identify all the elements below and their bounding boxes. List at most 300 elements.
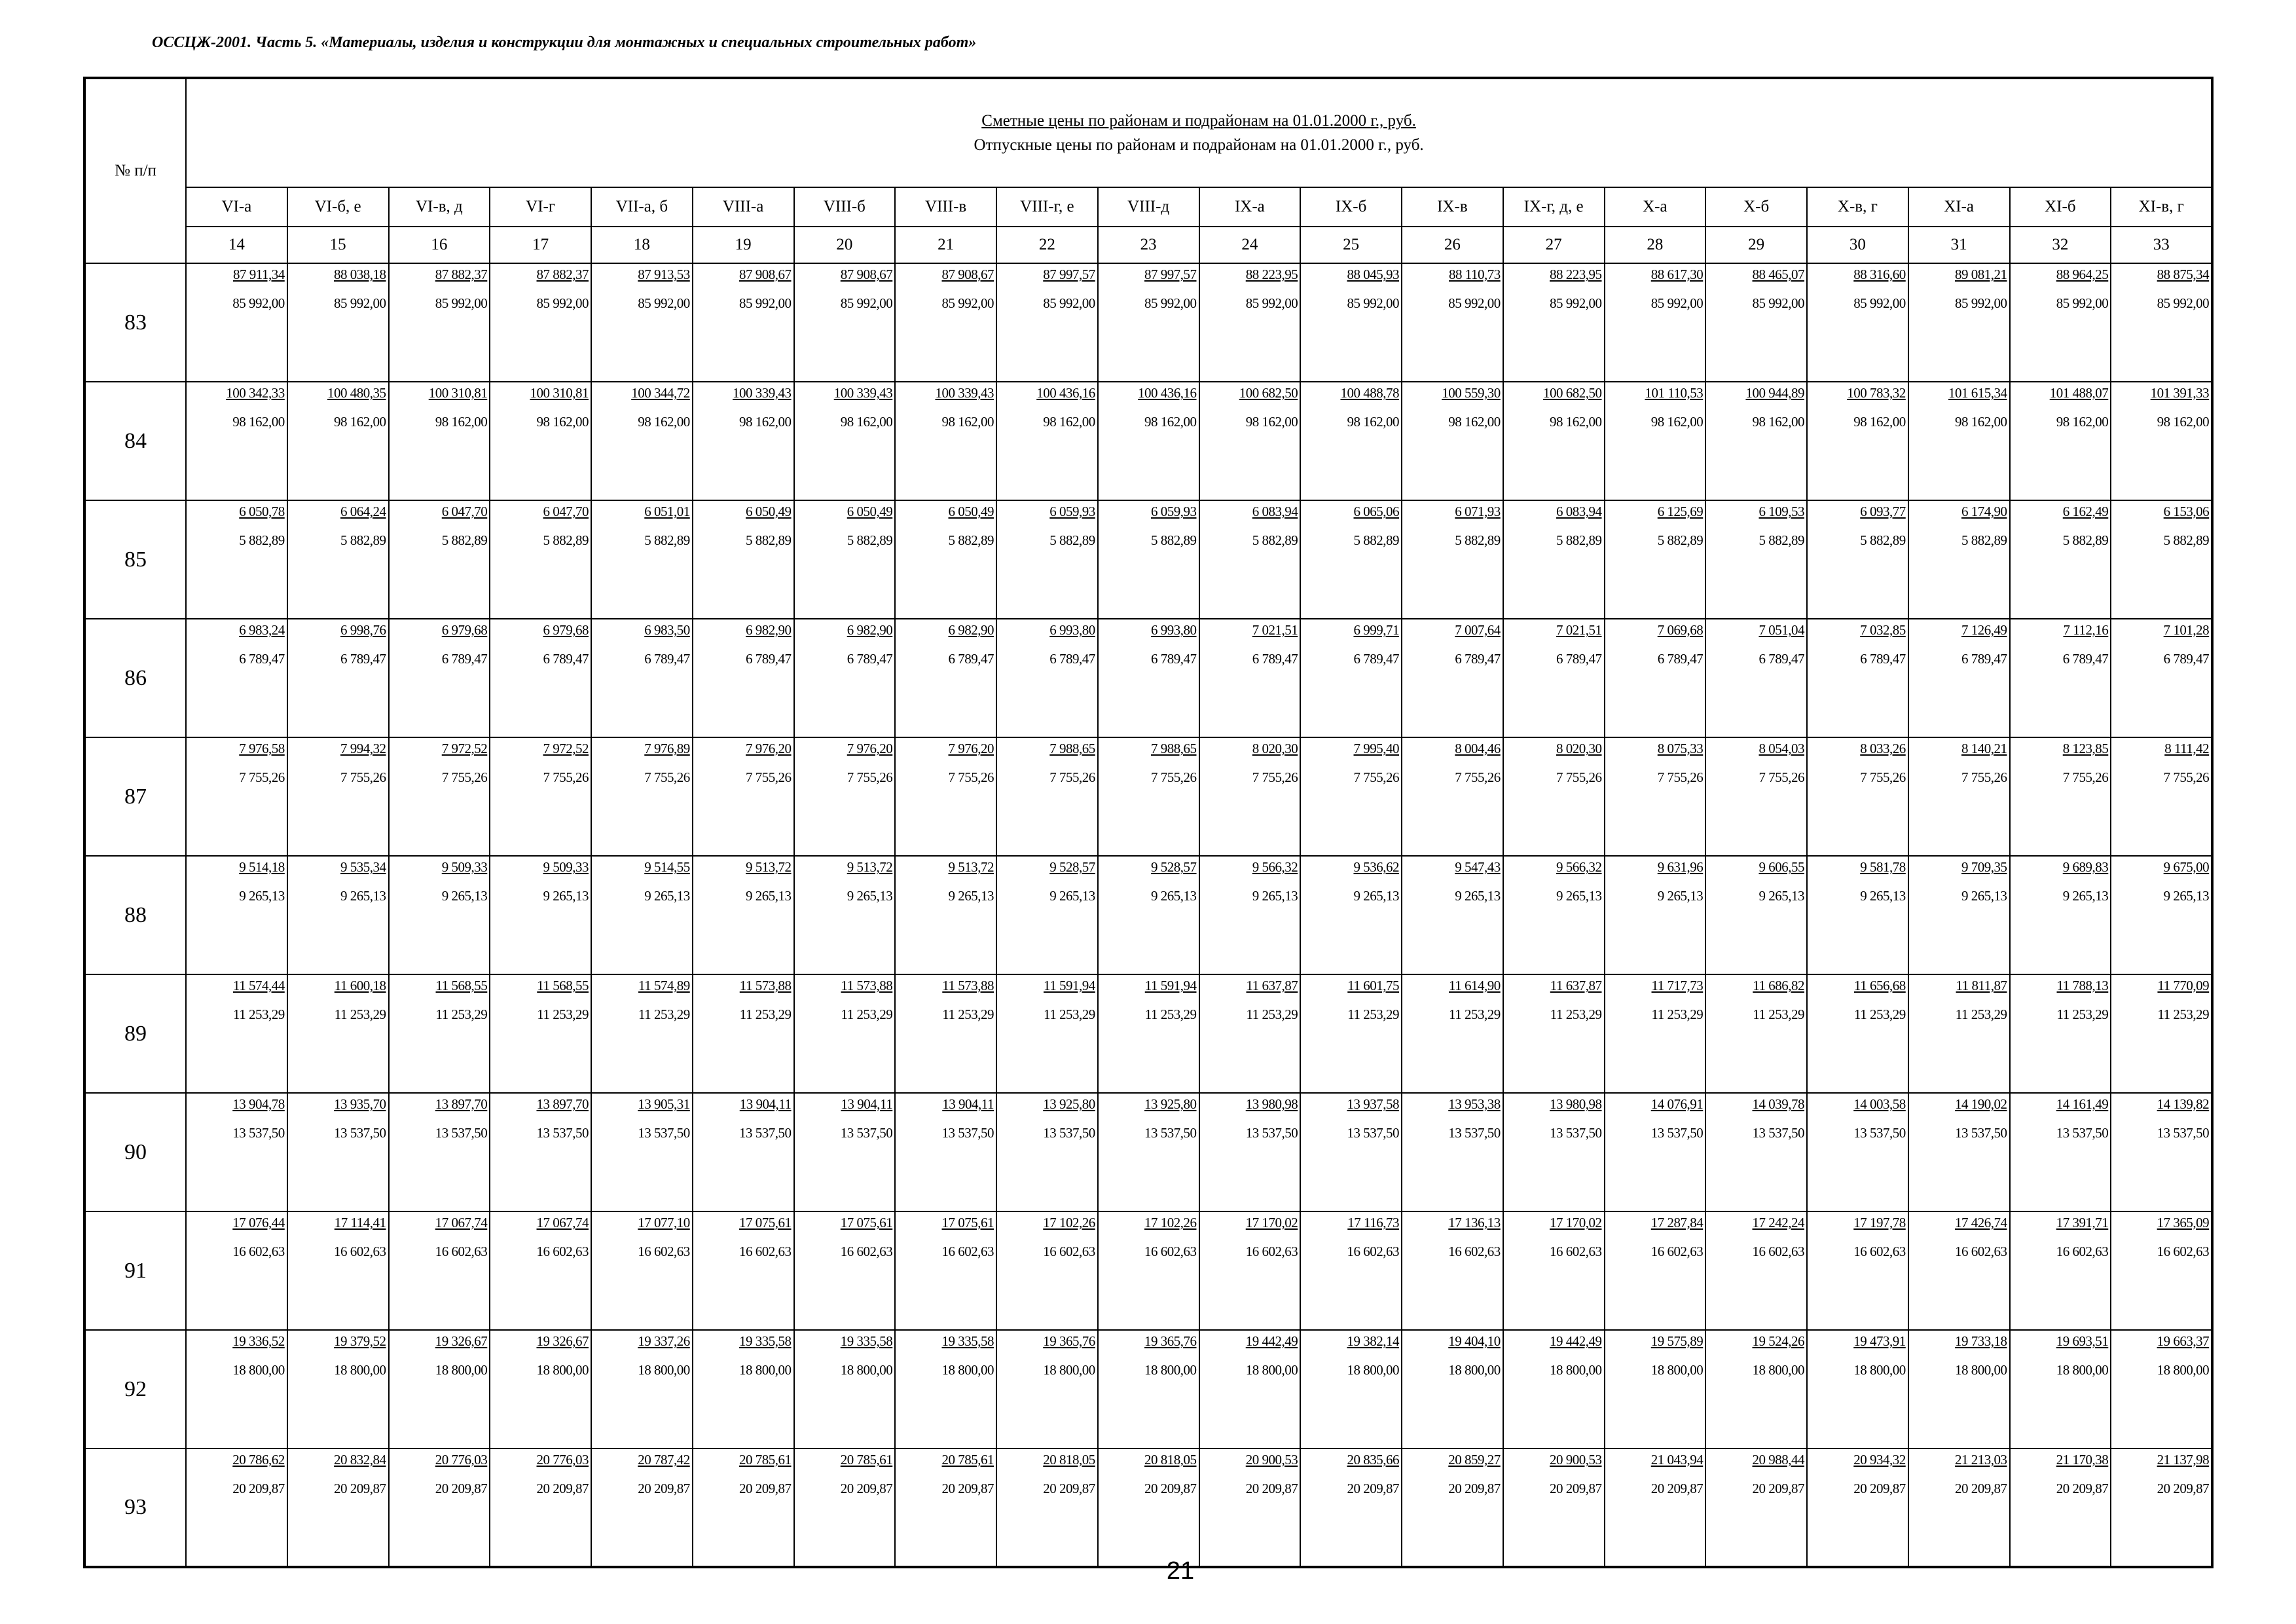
price-cell <box>186 974 287 1093</box>
price-cell <box>1807 737 1908 856</box>
estimated-price: 20 900,53 <box>1245 1452 1298 1467</box>
selling-price: 5 882,89 <box>1455 532 1501 548</box>
estimated-price: 8 123,85 <box>2062 741 2109 756</box>
selling-price: 7 755,26 <box>948 769 994 785</box>
column-number: 21 <box>895 227 996 263</box>
region-header: IX-б <box>1300 187 1402 227</box>
estimated-price: 100 342,33 <box>226 385 285 401</box>
selling-price: 98 162,00 <box>1144 414 1197 430</box>
estimated-price: 20 776,03 <box>435 1452 488 1467</box>
selling-price: 7 755,26 <box>1961 769 2007 785</box>
region-header: IX-а <box>1199 187 1301 227</box>
estimated-price: 100 488,78 <box>1340 385 1399 401</box>
price-cell <box>591 856 693 974</box>
selling-price: 16 602,63 <box>232 1244 285 1259</box>
estimated-price: 9 709,35 <box>1961 859 2007 875</box>
item-number: 86 <box>84 619 186 737</box>
price-cell <box>1705 500 1807 619</box>
item-number: 84 <box>84 382 186 500</box>
selling-price: 18 800,00 <box>1752 1362 1804 1378</box>
price-cell <box>794 1449 896 1567</box>
selling-price: 85 992,00 <box>1043 295 1095 311</box>
price-cell <box>1807 1330 1908 1449</box>
selling-price: 13 537,50 <box>1853 1125 1906 1141</box>
estimated-price: 6 083,94 <box>1556 504 1602 519</box>
estimated-price: 101 488,07 <box>2049 385 2109 401</box>
estimated-price: 7 069,68 <box>1657 622 1704 638</box>
estimated-price: 17 170,02 <box>1550 1215 1602 1230</box>
price-cell <box>1098 500 1199 619</box>
selling-price: 20 209,87 <box>1448 1481 1501 1496</box>
estimated-price: 7 021,51 <box>1252 622 1298 638</box>
price-cell <box>693 1449 794 1567</box>
selling-price: 98 162,00 <box>1955 414 2007 430</box>
estimated-price: 6 979,68 <box>543 622 589 638</box>
estimated-price: 14 190,02 <box>1955 1096 2007 1112</box>
price-cell <box>1098 1330 1199 1449</box>
price-cell <box>287 500 389 619</box>
estimated-price: 6 071,93 <box>1455 504 1501 519</box>
estimated-price: 8 020,30 <box>1252 741 1298 756</box>
price-cell <box>1503 382 1605 500</box>
estimated-price: 19 365,76 <box>1144 1333 1197 1349</box>
estimated-price: 100 944,89 <box>1745 385 1804 401</box>
selling-price: 18 800,00 <box>334 1362 386 1378</box>
estimated-price: 20 785,61 <box>739 1452 792 1467</box>
estimated-price: 100 783,32 <box>1847 385 1906 401</box>
estimated-price: 9 606,55 <box>1758 859 1804 875</box>
estimated-price: 87 908,67 <box>739 267 792 282</box>
estimated-price: 7 988,65 <box>1049 741 1095 756</box>
selling-price: 5 882,89 <box>1556 532 1602 548</box>
selling-price: 9 265,13 <box>1049 888 1095 904</box>
price-cell <box>693 619 794 737</box>
price-cell <box>1199 1211 1301 1330</box>
estimated-price: 19 336,52 <box>232 1333 285 1349</box>
selling-price: 13 537,50 <box>1650 1125 1704 1141</box>
price-cell <box>1300 1330 1402 1449</box>
selling-price: 13 537,50 <box>2157 1125 2210 1141</box>
selling-price: 98 162,00 <box>1853 414 1906 430</box>
selling-price: 6 789,47 <box>746 651 792 667</box>
price-cell <box>1503 974 1605 1093</box>
price-cell <box>1908 856 2010 974</box>
estimated-price: 100 339,43 <box>935 385 994 401</box>
selling-price: 18 800,00 <box>1448 1362 1501 1378</box>
estimated-price: 9 514,18 <box>239 859 285 875</box>
estimated-price: 6 153,06 <box>2163 504 2210 519</box>
estimated-price: 7 021,51 <box>1556 622 1602 638</box>
price-cell <box>2111 737 2212 856</box>
estimated-price: 17 136,13 <box>1448 1215 1501 1230</box>
column-number: 28 <box>1605 227 1706 263</box>
selling-price: 18 800,00 <box>1245 1362 1298 1378</box>
selling-price: 20 209,87 <box>536 1481 589 1496</box>
selling-price: 85 992,00 <box>840 295 893 311</box>
price-cell <box>996 1211 1098 1330</box>
price-cell <box>186 1093 287 1211</box>
selling-price: 98 162,00 <box>1550 414 1602 430</box>
price-cell <box>1705 382 1807 500</box>
estimated-price: 89 081,21 <box>1955 267 2007 282</box>
price-cell <box>591 1093 693 1211</box>
price-cell <box>693 1093 794 1211</box>
price-cell <box>287 1330 389 1449</box>
table-row <box>84 856 2212 974</box>
price-cell <box>693 1211 794 1330</box>
selling-price: 6 789,47 <box>1556 651 1602 667</box>
selling-price: 98 162,00 <box>1752 414 1804 430</box>
price-cell <box>1199 382 1301 500</box>
selling-price: 16 602,63 <box>1448 1244 1501 1259</box>
estimated-price: 7 976,20 <box>847 741 893 756</box>
estimated-price: 87 997,57 <box>1043 267 1095 282</box>
selling-price: 6 789,47 <box>1657 651 1704 667</box>
price-cell <box>2010 974 2111 1093</box>
price-cell <box>1503 856 1605 974</box>
selling-price: 7 755,26 <box>441 769 488 785</box>
price-cell <box>490 382 591 500</box>
price-cell <box>591 619 693 737</box>
price-cell <box>186 1449 287 1567</box>
selling-price: 6 789,47 <box>1049 651 1095 667</box>
price-cell <box>1300 263 1402 382</box>
price-cell <box>490 1449 591 1567</box>
estimated-price: 11 637,87 <box>1246 978 1298 993</box>
price-cell <box>693 263 794 382</box>
selling-price: 7 755,26 <box>746 769 792 785</box>
estimated-price: 88 110,73 <box>1449 267 1501 282</box>
price-cell <box>1705 263 1807 382</box>
estimated-price: 87 911,34 <box>233 267 285 282</box>
estimated-price: 6 999,71 <box>1353 622 1399 638</box>
estimated-price: 101 615,34 <box>1948 385 2007 401</box>
price-cell <box>1199 263 1301 382</box>
price-cell <box>693 382 794 500</box>
estimated-price: 7 995,40 <box>1353 741 1399 756</box>
price-cell <box>895 974 996 1093</box>
price-cell <box>1705 1093 1807 1211</box>
region-header: VIII-д <box>1098 187 1199 227</box>
selling-price: 13 537,50 <box>1043 1125 1095 1141</box>
price-cell <box>1199 974 1301 1093</box>
region-header: VI-г <box>490 187 591 227</box>
selling-price: 85 992,00 <box>638 295 690 311</box>
region-header: X-в, г <box>1807 187 1908 227</box>
price-cell <box>1199 856 1301 974</box>
price-cell <box>895 737 996 856</box>
column-number: 18 <box>591 227 693 263</box>
price-cell <box>2111 1330 2212 1449</box>
estimated-price: 7 126,49 <box>1961 622 2007 638</box>
price-cell <box>591 974 693 1093</box>
selling-price: 20 209,87 <box>638 1481 690 1496</box>
table-row <box>84 1211 2212 1330</box>
estimated-price: 13 905,31 <box>638 1096 690 1112</box>
selling-price: 16 602,63 <box>2056 1244 2109 1259</box>
table-row <box>84 1330 2212 1449</box>
selling-price: 16 602,63 <box>638 1244 690 1259</box>
selling-price: 16 602,63 <box>536 1244 589 1259</box>
estimated-price: 11 573,88 <box>942 978 994 993</box>
selling-price: 6 789,47 <box>1151 651 1197 667</box>
price-cell <box>2010 619 2111 737</box>
selling-price: 7 755,26 <box>1556 769 1602 785</box>
price-cell <box>895 1093 996 1211</box>
estimated-price: 7 976,89 <box>644 741 690 756</box>
estimated-price: 17 197,78 <box>1853 1215 1906 1230</box>
selling-price: 6 789,47 <box>1353 651 1399 667</box>
selling-price: 16 602,63 <box>1144 1244 1197 1259</box>
table-row <box>84 500 2212 619</box>
column-number: 31 <box>1908 227 2010 263</box>
estimated-price: 6 059,93 <box>1049 504 1095 519</box>
selling-price: 16 602,63 <box>334 1244 386 1259</box>
price-cell <box>1402 974 1503 1093</box>
price-cell <box>996 856 1098 974</box>
selling-price: 20 209,87 <box>941 1481 994 1496</box>
price-cell <box>1705 619 1807 737</box>
estimated-price: 6 109,53 <box>1758 504 1804 519</box>
item-number: 91 <box>84 1211 186 1330</box>
region-header: XI-а <box>1908 187 2010 227</box>
selling-price: 9 265,13 <box>1860 888 1906 904</box>
price-cell <box>1908 619 2010 737</box>
price-cell <box>1199 619 1301 737</box>
estimated-price: 13 935,70 <box>334 1096 386 1112</box>
estimated-price: 88 465,07 <box>1752 267 1804 282</box>
price-cell <box>1402 856 1503 974</box>
price-cell <box>490 974 591 1093</box>
price-cell <box>1199 737 1301 856</box>
price-cell <box>591 500 693 619</box>
estimated-price: 7 007,64 <box>1455 622 1501 638</box>
selling-price: 11 253,29 <box>334 1006 386 1022</box>
estimated-price: 11 573,88 <box>841 978 893 993</box>
price-cell <box>1908 1211 2010 1330</box>
estimated-price: 11 568,55 <box>537 978 589 993</box>
selling-price: 11 253,29 <box>739 1006 792 1022</box>
estimated-price: 88 038,18 <box>334 267 386 282</box>
region-header: X-б <box>1705 187 1807 227</box>
price-cell <box>2111 1449 2212 1567</box>
estimated-price: 101 110,53 <box>1645 385 1704 401</box>
selling-price: 5 882,89 <box>2163 532 2210 548</box>
index-column-header: № п/п <box>84 78 186 263</box>
price-cell <box>287 1211 389 1330</box>
estimated-price: 11 591,94 <box>1044 978 1095 993</box>
price-cell <box>794 1211 896 1330</box>
selling-price: 5 882,89 <box>1252 532 1298 548</box>
selling-price: 13 537,50 <box>840 1125 893 1141</box>
estimated-price: 6 050,49 <box>746 504 792 519</box>
price-cell <box>287 1093 389 1211</box>
selling-price: 16 602,63 <box>941 1244 994 1259</box>
selling-price: 6 789,47 <box>644 651 690 667</box>
selling-price: 11 253,29 <box>942 1006 994 1022</box>
price-cell <box>1503 1211 1605 1330</box>
price-cell <box>2010 382 2111 500</box>
selling-price: 9 265,13 <box>847 888 893 904</box>
selling-price: 20 209,87 <box>739 1481 792 1496</box>
selling-price: 20 209,87 <box>840 1481 893 1496</box>
estimated-price: 100 480,35 <box>327 385 386 401</box>
estimated-price: 19 335,58 <box>739 1333 792 1349</box>
estimated-price: 9 513,72 <box>847 859 893 875</box>
estimated-price: 9 547,43 <box>1455 859 1501 875</box>
estimated-price: 7 051,04 <box>1758 622 1804 638</box>
selling-price: 98 162,00 <box>334 414 386 430</box>
estimated-price: 88 875,34 <box>2157 267 2210 282</box>
estimated-price: 11 591,94 <box>1144 978 1197 993</box>
estimated-price: 17 075,61 <box>739 1215 792 1230</box>
selling-price: 11 253,29 <box>1347 1006 1399 1022</box>
estimated-price: 20 776,03 <box>536 1452 589 1467</box>
price-cell <box>1705 856 1807 974</box>
selling-price: 18 800,00 <box>1043 1362 1095 1378</box>
estimated-price: 88 617,30 <box>1650 267 1704 282</box>
price-cell <box>2010 263 2111 382</box>
estimated-price: 8 054,03 <box>1758 741 1804 756</box>
region-header: X-а <box>1605 187 1706 227</box>
selling-price: 98 162,00 <box>435 414 488 430</box>
selling-price: 20 209,87 <box>2056 1481 2109 1496</box>
selling-price: 5 882,89 <box>1758 532 1804 548</box>
price-cell <box>1199 1093 1301 1211</box>
price-cell <box>1503 619 1605 737</box>
estimated-price: 9 566,32 <box>1556 859 1602 875</box>
estimated-price: 20 785,61 <box>840 1452 893 1467</box>
selling-price: 7 755,26 <box>2062 769 2109 785</box>
column-number: 25 <box>1300 227 1402 263</box>
selling-price: 16 602,63 <box>435 1244 488 1259</box>
selling-price: 11 253,29 <box>1753 1006 1804 1022</box>
price-cell <box>895 1330 996 1449</box>
selling-price: 20 209,87 <box>435 1481 488 1496</box>
estimated-price: 13 904,11 <box>841 1096 893 1112</box>
estimated-price: 13 897,70 <box>435 1096 488 1112</box>
price-cell <box>389 382 490 500</box>
estimated-price: 9 513,72 <box>948 859 994 875</box>
region-header: VIII-в <box>895 187 996 227</box>
price-cell <box>1300 619 1402 737</box>
selling-price: 9 265,13 <box>340 888 386 904</box>
estimated-price: 87 913,53 <box>638 267 690 282</box>
estimated-price: 19 473,91 <box>1853 1333 1906 1349</box>
estimated-price: 101 391,33 <box>2150 385 2210 401</box>
price-cell <box>1605 1330 1706 1449</box>
selling-price: 85 992,00 <box>1347 295 1399 311</box>
selling-price: 5 882,89 <box>239 532 285 548</box>
selling-price: 9 265,13 <box>543 888 589 904</box>
region-header: XI-б <box>2010 187 2111 227</box>
selling-price: 18 800,00 <box>435 1362 488 1378</box>
estimated-price: 6 059,93 <box>1151 504 1197 519</box>
price-cell <box>186 263 287 382</box>
estimated-price: 6 983,24 <box>239 622 285 638</box>
estimated-price: 6 979,68 <box>441 622 488 638</box>
selling-price: 11 253,29 <box>841 1006 893 1022</box>
price-cell <box>2010 1211 2111 1330</box>
selling-price: 7 755,26 <box>1151 769 1197 785</box>
selling-price: 7 755,26 <box>1455 769 1501 785</box>
selling-price: 98 162,00 <box>638 414 690 430</box>
price-cell <box>693 974 794 1093</box>
selling-price: 20 209,87 <box>2157 1481 2210 1496</box>
selling-price: 6 789,47 <box>1455 651 1501 667</box>
selling-price: 9 265,13 <box>2062 888 2109 904</box>
estimated-price: 9 566,32 <box>1252 859 1298 875</box>
price-cell <box>996 974 1098 1093</box>
selling-price: 18 800,00 <box>1955 1362 2007 1378</box>
selling-price: 5 882,89 <box>1657 532 1704 548</box>
selling-price: 7 755,26 <box>644 769 690 785</box>
column-number: 29 <box>1705 227 1807 263</box>
price-cell <box>287 737 389 856</box>
selling-price: 85 992,00 <box>1245 295 1298 311</box>
selling-price: 7 755,26 <box>1049 769 1095 785</box>
estimated-price: 19 442,49 <box>1245 1333 1298 1349</box>
selling-price: 13 537,50 <box>2056 1125 2109 1141</box>
column-number: 24 <box>1199 227 1301 263</box>
estimated-price: 21 213,03 <box>1955 1452 2007 1467</box>
region-header: VII-а, б <box>591 187 693 227</box>
estimated-price: 19 379,52 <box>334 1333 386 1349</box>
estimated-price: 11 656,68 <box>1854 978 1906 993</box>
selling-price: 9 265,13 <box>644 888 690 904</box>
selling-price: 20 209,87 <box>1955 1481 2007 1496</box>
selling-price: 9 265,13 <box>746 888 792 904</box>
estimated-price: 6 982,90 <box>948 622 994 638</box>
estimated-price: 9 513,72 <box>746 859 792 875</box>
estimated-price: 87 997,57 <box>1144 267 1197 282</box>
price-cell <box>1098 974 1199 1093</box>
column-number-row <box>84 227 2212 263</box>
price-cell <box>1807 619 1908 737</box>
price-cell <box>186 500 287 619</box>
selling-price: 9 265,13 <box>948 888 994 904</box>
estimated-price: 11 601,75 <box>1347 978 1399 993</box>
price-cell <box>1503 1449 1605 1567</box>
price-cell <box>1402 1449 1503 1567</box>
column-number: 32 <box>2010 227 2111 263</box>
selling-price: 18 800,00 <box>941 1362 994 1378</box>
selling-price: 13 537,50 <box>638 1125 690 1141</box>
estimated-price: 6 983,50 <box>644 622 690 638</box>
price-cell <box>287 382 389 500</box>
selling-price: 7 755,26 <box>1758 769 1804 785</box>
estimated-price: 17 067,74 <box>435 1215 488 1230</box>
estimated-price: 19 382,14 <box>1347 1333 1399 1349</box>
price-cell <box>490 1330 591 1449</box>
price-cell <box>1402 1093 1503 1211</box>
selling-price: 9 265,13 <box>1556 888 1602 904</box>
estimated-price: 19 442,49 <box>1550 1333 1602 1349</box>
estimated-price: 9 509,33 <box>543 859 589 875</box>
selling-price: 18 800,00 <box>1550 1362 1602 1378</box>
column-number: 16 <box>389 227 490 263</box>
estimated-price: 17 076,44 <box>232 1215 285 1230</box>
estimated-price: 88 223,95 <box>1550 267 1602 282</box>
estimated-price: 11 568,55 <box>435 978 488 993</box>
selling-price: 7 755,26 <box>340 769 386 785</box>
estimated-price: 13 980,98 <box>1245 1096 1298 1112</box>
selling-price: 98 162,00 <box>1347 414 1399 430</box>
price-cell <box>389 1093 490 1211</box>
price-cell <box>1402 737 1503 856</box>
estimated-price: 19 524,26 <box>1752 1333 1804 1349</box>
price-cell <box>2111 1211 2212 1330</box>
